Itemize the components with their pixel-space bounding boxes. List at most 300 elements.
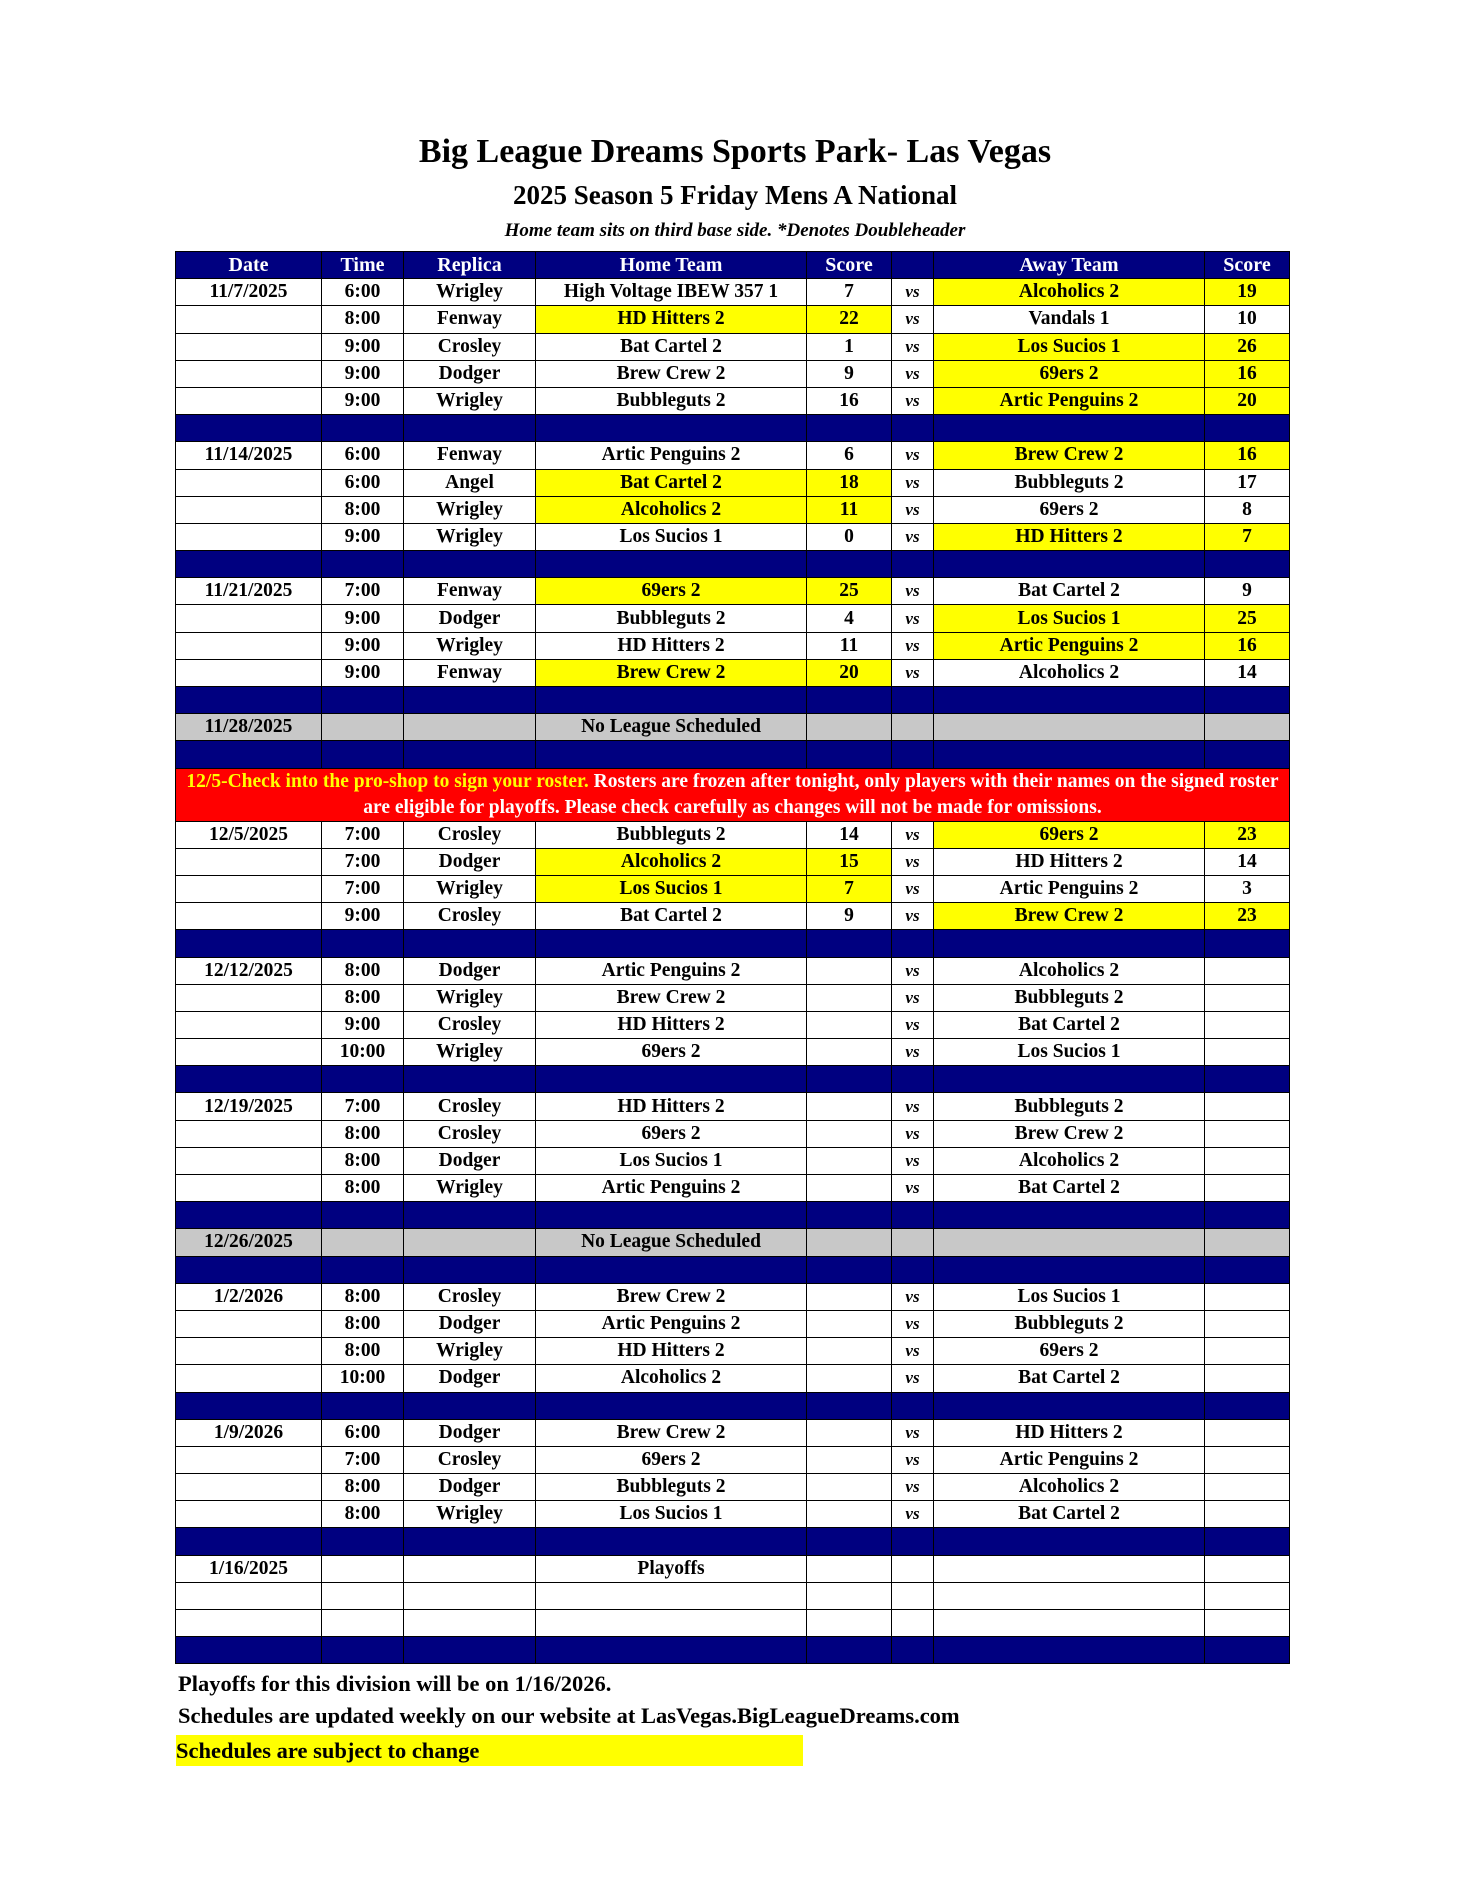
replica-field-cell: Wrigley — [404, 875, 536, 902]
date-cell — [176, 1338, 322, 1365]
time-cell: 8:00 — [322, 1175, 404, 1202]
separator-cell — [1205, 1392, 1290, 1419]
separator-cell — [176, 1637, 322, 1664]
time-cell: 8:00 — [322, 1338, 404, 1365]
replica-field-cell: Dodger — [404, 1310, 536, 1337]
home-team-cell: Los Sucios 1 — [536, 1501, 807, 1528]
separator-cell — [404, 1066, 536, 1093]
away-score-cell — [1205, 1419, 1290, 1446]
game-row — [176, 1093, 1290, 1120]
game-row — [176, 1283, 1290, 1310]
vs-cell: vs — [892, 387, 934, 414]
separator-cell — [807, 1637, 892, 1664]
separator-cell — [536, 415, 807, 442]
date-cell — [176, 1501, 322, 1528]
separator-cell — [892, 1528, 934, 1555]
date-cell: 11/7/2025 — [176, 279, 322, 306]
time-cell — [322, 1555, 404, 1582]
vs-cell: vs — [892, 957, 934, 984]
home-team-cell: Los Sucios 1 — [536, 1147, 807, 1174]
separator-cell — [1205, 415, 1290, 442]
away-score-cell: 14 — [1205, 659, 1290, 686]
away-team-cell: Bubbleguts 2 — [934, 984, 1205, 1011]
replica-field-cell: Wrigley — [404, 279, 536, 306]
game-row — [176, 1147, 1290, 1174]
away-score-cell: 16 — [1205, 632, 1290, 659]
home-score-cell: 1 — [807, 333, 892, 360]
game-row — [176, 848, 1290, 875]
home-team-cell: 69ers 2 — [536, 578, 807, 605]
vs-cell: vs — [892, 848, 934, 875]
vs-cell: vs — [892, 496, 934, 523]
time-cell — [322, 1610, 404, 1637]
separator-cell — [176, 687, 322, 714]
home-score-cell: 18 — [807, 469, 892, 496]
col-header-time: Time — [322, 252, 404, 279]
website-note: Schedules are updated weekly on our website at LasVegas.BigLeagueDreams.com — [178, 1703, 960, 1728]
separator-cell — [892, 1066, 934, 1093]
date-cell — [176, 1310, 322, 1337]
date-cell: 12/19/2025 — [176, 1093, 322, 1120]
time-cell: 8:00 — [322, 496, 404, 523]
week-separator — [176, 415, 1290, 442]
home-score-cell: 4 — [807, 605, 892, 632]
away-score-cell — [1205, 957, 1290, 984]
game-row — [176, 1610, 1290, 1637]
date-cell — [176, 984, 322, 1011]
away-team-cell: Bat Cartel 2 — [934, 578, 1205, 605]
date-cell: 12/12/2025 — [176, 957, 322, 984]
replica-field-cell: Wrigley — [404, 387, 536, 414]
game-row — [176, 1419, 1290, 1446]
away-team-cell: Alcoholics 2 — [934, 1474, 1205, 1501]
separator-cell — [807, 551, 892, 578]
separator-cell — [892, 930, 934, 957]
away-team-cell: HD Hitters 2 — [934, 523, 1205, 550]
away-team-cell: 69ers 2 — [934, 496, 1205, 523]
replica-field-cell: Wrigley — [404, 1039, 536, 1066]
subject-to-change-note: Schedules are subject to change — [176, 1735, 803, 1766]
game-row — [176, 360, 1290, 387]
replica-field-cell — [404, 1610, 536, 1637]
game-row — [176, 875, 1290, 902]
away-score-cell: 14 — [1205, 848, 1290, 875]
vs-cell: vs — [892, 605, 934, 632]
separator-cell — [404, 741, 536, 768]
col-header-away-team: Away Team — [934, 252, 1205, 279]
replica-field-cell: Crosley — [404, 1120, 536, 1147]
home-score-cell — [807, 1011, 892, 1038]
home-score-cell: 22 — [807, 306, 892, 333]
col-header-replica: Replica — [404, 252, 536, 279]
date-cell — [176, 333, 322, 360]
away-score-cell: 16 — [1205, 442, 1290, 469]
away-team-cell: Los Sucios 1 — [934, 1283, 1205, 1310]
empty-cell — [892, 1229, 934, 1256]
separator-cell — [1205, 1066, 1290, 1093]
replica-field-cell: Crosley — [404, 333, 536, 360]
replica-field-cell: Dodger — [404, 1147, 536, 1174]
game-row — [176, 1474, 1290, 1501]
week-separator — [176, 1202, 1290, 1229]
separator-cell — [404, 1392, 536, 1419]
game-row — [176, 957, 1290, 984]
separator-cell — [892, 687, 934, 714]
empty-cell — [1205, 714, 1290, 741]
separator-cell — [536, 1392, 807, 1419]
separator-cell — [807, 1528, 892, 1555]
home-score-cell: 11 — [807, 632, 892, 659]
away-score-cell: 17 — [1205, 469, 1290, 496]
separator-cell — [1205, 930, 1290, 957]
time-cell: 9:00 — [322, 360, 404, 387]
separator-cell — [322, 1637, 404, 1664]
away-score-cell — [1205, 1501, 1290, 1528]
time-cell: 8:00 — [322, 957, 404, 984]
time-cell: 9:00 — [322, 605, 404, 632]
replica-field-cell: Wrigley — [404, 632, 536, 659]
home-team-cell: Brew Crew 2 — [536, 659, 807, 686]
game-row — [176, 578, 1290, 605]
time-cell: 7:00 — [322, 1446, 404, 1473]
vs-cell — [892, 1555, 934, 1582]
home-score-cell: 16 — [807, 387, 892, 414]
replica-field-cell — [404, 1555, 536, 1582]
away-score-cell: 19 — [1205, 279, 1290, 306]
game-row — [176, 1446, 1290, 1473]
home-team-cell: Playoffs — [536, 1555, 807, 1582]
vs-cell: vs — [892, 279, 934, 306]
time-cell: 6:00 — [322, 1419, 404, 1446]
home-score-cell — [807, 1582, 892, 1609]
game-row — [176, 1120, 1290, 1147]
game-row — [176, 1365, 1290, 1392]
separator-cell — [892, 1637, 934, 1664]
game-row — [176, 306, 1290, 333]
separator-cell — [536, 1256, 807, 1283]
empty-cell — [892, 714, 934, 741]
separator-cell — [176, 1066, 322, 1093]
separator-cell — [322, 415, 404, 442]
away-score-cell: 10 — [1205, 306, 1290, 333]
time-cell — [322, 1582, 404, 1609]
home-score-cell — [807, 1474, 892, 1501]
home-score-cell — [807, 1120, 892, 1147]
separator-cell — [322, 741, 404, 768]
date-cell — [176, 1610, 322, 1637]
vs-cell: vs — [892, 1175, 934, 1202]
vs-cell: vs — [892, 1283, 934, 1310]
home-score-cell — [807, 1365, 892, 1392]
separator-cell — [404, 1256, 536, 1283]
separator-cell — [1205, 687, 1290, 714]
date-cell — [176, 903, 322, 930]
away-team-cell: Los Sucios 1 — [934, 333, 1205, 360]
time-cell: 7:00 — [322, 875, 404, 902]
separator-cell — [807, 1392, 892, 1419]
home-team-cell: 69ers 2 — [536, 1039, 807, 1066]
home-team-cell: HD Hitters 2 — [536, 1011, 807, 1038]
time-cell: 8:00 — [322, 1501, 404, 1528]
game-row — [176, 333, 1290, 360]
roster-notice-lead: 12/5-Check into the pro-shop to sign your roster. — [186, 770, 589, 792]
away-score-cell: 3 — [1205, 875, 1290, 902]
game-row — [176, 1175, 1290, 1202]
date-cell — [176, 1474, 322, 1501]
separator-cell — [176, 551, 322, 578]
vs-cell: vs — [892, 523, 934, 550]
away-score-cell: 23 — [1205, 821, 1290, 848]
game-row — [176, 523, 1290, 550]
home-score-cell: 9 — [807, 903, 892, 930]
date-cell: 1/9/2026 — [176, 1419, 322, 1446]
schedule-body — [176, 279, 1290, 1664]
separator-cell — [934, 741, 1205, 768]
separator-cell — [807, 1066, 892, 1093]
away-team-cell: 69ers 2 — [934, 1338, 1205, 1365]
vs-cell: vs — [892, 1039, 934, 1066]
vs-cell: vs — [892, 360, 934, 387]
game-row — [176, 632, 1290, 659]
game-row — [176, 1011, 1290, 1038]
replica-field-cell: Wrigley — [404, 496, 536, 523]
vs-cell: vs — [892, 1310, 934, 1337]
replica-field-cell: Crosley — [404, 903, 536, 930]
week-separator — [176, 551, 1290, 578]
week-separator — [176, 741, 1290, 768]
separator-cell — [536, 930, 807, 957]
away-team-cell: Bubbleguts 2 — [934, 1093, 1205, 1120]
page-subtitle: 2025 Season 5 Friday Mens A National — [512, 180, 958, 210]
vs-cell: vs — [892, 306, 934, 333]
time-cell: 9:00 — [322, 659, 404, 686]
col-header-home-score: Score — [807, 252, 892, 279]
separator-cell — [536, 1066, 807, 1093]
away-score-cell: 7 — [1205, 523, 1290, 550]
separator-cell — [404, 687, 536, 714]
time-cell: 6:00 — [322, 279, 404, 306]
home-score-cell — [807, 984, 892, 1011]
separator-cell — [892, 551, 934, 578]
time-cell: 8:00 — [322, 1310, 404, 1337]
away-team-cell: Bat Cartel 2 — [934, 1011, 1205, 1038]
home-score-cell: 25 — [807, 578, 892, 605]
separator-cell — [322, 1256, 404, 1283]
time-cell: 8:00 — [322, 306, 404, 333]
separator-cell — [807, 1256, 892, 1283]
empty-cell — [1205, 1229, 1290, 1256]
home-team-cell: Brew Crew 2 — [536, 1419, 807, 1446]
date-cell — [176, 605, 322, 632]
home-team-cell: Brew Crew 2 — [536, 1283, 807, 1310]
separator-cell — [404, 1637, 536, 1664]
separator-cell — [1205, 1256, 1290, 1283]
home-team-cell: Brew Crew 2 — [536, 360, 807, 387]
date-cell: 1/2/2026 — [176, 1283, 322, 1310]
away-score-cell: 16 — [1205, 360, 1290, 387]
away-team-cell: Bat Cartel 2 — [934, 1501, 1205, 1528]
game-row — [176, 1310, 1290, 1337]
away-team-cell: Artic Penguins 2 — [934, 387, 1205, 414]
game-row — [176, 442, 1290, 469]
week-separator — [176, 930, 1290, 957]
separator-cell — [934, 415, 1205, 442]
home-score-cell: 0 — [807, 523, 892, 550]
separator-cell — [807, 741, 892, 768]
away-score-cell: 20 — [1205, 387, 1290, 414]
separator-cell — [1205, 551, 1290, 578]
game-row — [176, 1555, 1290, 1582]
home-team-cell: 69ers 2 — [536, 1446, 807, 1473]
separator-cell — [176, 1528, 322, 1555]
vs-cell: vs — [892, 1338, 934, 1365]
game-row — [176, 984, 1290, 1011]
week-separator — [176, 687, 1290, 714]
home-score-cell — [807, 1501, 892, 1528]
separator-cell — [807, 687, 892, 714]
date-cell — [176, 469, 322, 496]
separator-cell — [404, 1528, 536, 1555]
no-league-row — [176, 1229, 1290, 1256]
away-score-cell — [1205, 1610, 1290, 1637]
separator-cell — [404, 551, 536, 578]
away-score-cell — [1205, 1446, 1290, 1473]
game-row — [176, 469, 1290, 496]
home-score-cell — [807, 1039, 892, 1066]
separator-cell — [934, 1066, 1205, 1093]
separator-cell — [322, 1066, 404, 1093]
separator-cell — [934, 1392, 1205, 1419]
away-score-cell — [1205, 1365, 1290, 1392]
empty-cell — [934, 714, 1205, 741]
home-team-cell: Alcoholics 2 — [536, 1365, 807, 1392]
time-cell: 9:00 — [322, 903, 404, 930]
separator-cell — [322, 551, 404, 578]
separator-cell — [536, 1528, 807, 1555]
home-score-cell: 9 — [807, 360, 892, 387]
home-score-cell — [807, 957, 892, 984]
away-team-cell: Los Sucios 1 — [934, 1039, 1205, 1066]
home-score-cell: 7 — [807, 279, 892, 306]
no-league-label: No League Scheduled — [536, 1229, 807, 1256]
replica-field-cell — [404, 1582, 536, 1609]
away-score-cell — [1205, 1039, 1290, 1066]
time-cell: 7:00 — [322, 848, 404, 875]
away-score-cell — [1205, 1474, 1290, 1501]
home-score-cell: 7 — [807, 875, 892, 902]
home-team-cell: HD Hitters 2 — [536, 632, 807, 659]
time-cell: 7:00 — [322, 821, 404, 848]
separator-cell — [934, 1637, 1205, 1664]
away-score-cell — [1205, 1093, 1290, 1120]
separator-cell — [322, 930, 404, 957]
separator-cell — [322, 687, 404, 714]
replica-field-cell: Fenway — [404, 306, 536, 333]
replica-field-cell: Crosley — [404, 1093, 536, 1120]
home-team-cell: Artic Penguins 2 — [536, 1175, 807, 1202]
separator-cell — [892, 1256, 934, 1283]
schedule-table — [175, 251, 1290, 1664]
home-team-note: Home team sits on third base side. *Denotes Doubleheader — [504, 220, 966, 241]
home-team-cell: Artic Penguins 2 — [536, 442, 807, 469]
table-header-row — [176, 252, 1290, 279]
vs-cell: vs — [892, 578, 934, 605]
time-cell: 10:00 — [322, 1039, 404, 1066]
separator-cell — [322, 1202, 404, 1229]
away-score-cell — [1205, 1338, 1290, 1365]
separator-cell — [892, 1392, 934, 1419]
separator-cell — [1205, 1202, 1290, 1229]
away-score-cell: 8 — [1205, 496, 1290, 523]
separator-cell — [404, 1202, 536, 1229]
away-score-cell — [1205, 1147, 1290, 1174]
away-score-cell — [1205, 1555, 1290, 1582]
home-team-cell: Alcoholics 2 — [536, 496, 807, 523]
away-team-cell: Artic Penguins 2 — [934, 632, 1205, 659]
separator-cell — [892, 415, 934, 442]
replica-field-cell: Crosley — [404, 1446, 536, 1473]
replica-field-cell: Wrigley — [404, 1175, 536, 1202]
time-cell: 9:00 — [322, 632, 404, 659]
time-cell: 6:00 — [322, 469, 404, 496]
separator-cell — [934, 551, 1205, 578]
away-team-cell: Alcoholics 2 — [934, 1147, 1205, 1174]
replica-field-cell: Wrigley — [404, 1338, 536, 1365]
separator-cell — [176, 930, 322, 957]
date-cell — [176, 1446, 322, 1473]
replica-field-cell: Wrigley — [404, 1501, 536, 1528]
home-score-cell: 11 — [807, 496, 892, 523]
home-score-cell — [807, 1446, 892, 1473]
date-cell — [176, 1147, 322, 1174]
game-row — [176, 279, 1290, 306]
vs-cell: vs — [892, 1501, 934, 1528]
home-team-cell: Los Sucios 1 — [536, 523, 807, 550]
separator-cell — [536, 551, 807, 578]
away-score-cell: 25 — [1205, 605, 1290, 632]
home-team-cell — [536, 1582, 807, 1609]
week-separator — [176, 1392, 1290, 1419]
home-team-cell: HD Hitters 2 — [536, 1338, 807, 1365]
game-row — [176, 1501, 1290, 1528]
separator-cell — [807, 1202, 892, 1229]
vs-cell — [892, 1582, 934, 1609]
roster-notice-row — [176, 768, 1290, 821]
time-cell: 10:00 — [322, 1365, 404, 1392]
time-cell: 9:00 — [322, 387, 404, 414]
away-team-cell — [934, 1555, 1205, 1582]
empty-cell — [807, 1229, 892, 1256]
date-cell: 12/5/2025 — [176, 821, 322, 848]
vs-cell: vs — [892, 984, 934, 1011]
playoffs-date-note: Playoffs for this division will be on 1/16/2026. — [178, 1671, 612, 1696]
date-cell: 11/28/2025 — [176, 714, 322, 741]
away-team-cell — [934, 1610, 1205, 1637]
home-score-cell — [807, 1338, 892, 1365]
away-team-cell: Vandals 1 — [934, 306, 1205, 333]
replica-field-cell: Dodger — [404, 1474, 536, 1501]
separator-cell — [934, 1202, 1205, 1229]
no-league-label: No League Scheduled — [536, 714, 807, 741]
week-separator — [176, 1528, 1290, 1555]
vs-cell: vs — [892, 1365, 934, 1392]
time-cell: 8:00 — [322, 1474, 404, 1501]
replica-field-cell: Dodger — [404, 848, 536, 875]
week-separator — [176, 1256, 1290, 1283]
away-score-cell: 23 — [1205, 903, 1290, 930]
empty-cell — [807, 714, 892, 741]
away-team-cell: Alcoholics 2 — [934, 957, 1205, 984]
